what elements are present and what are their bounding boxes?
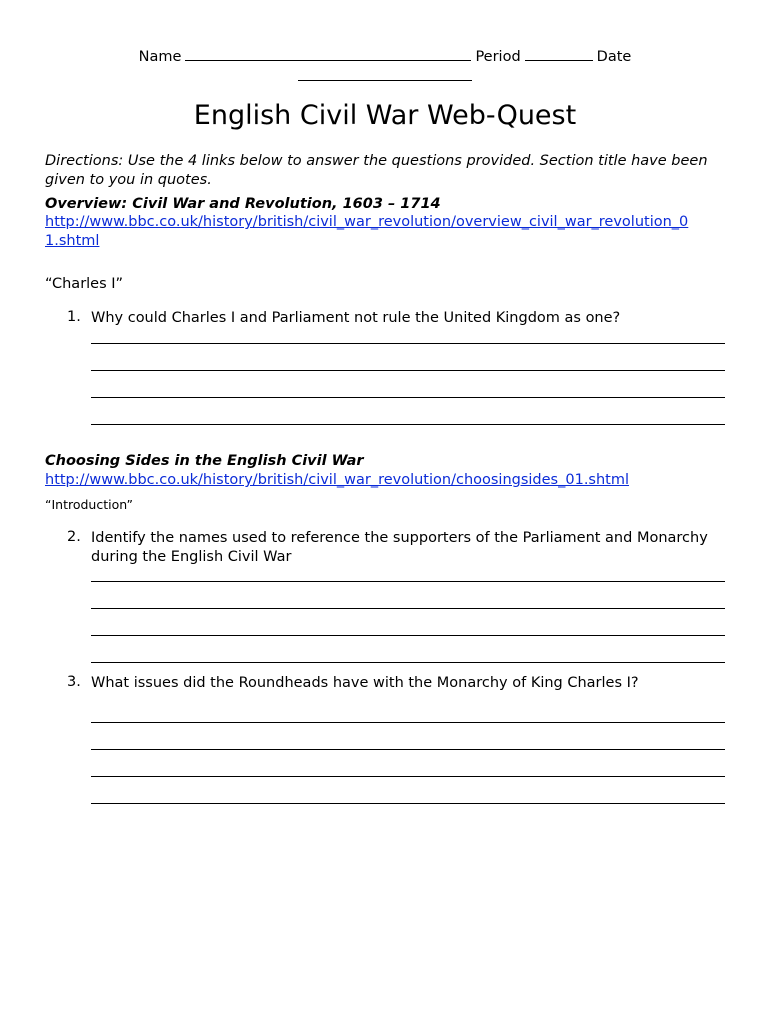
- date-blank[interactable]: [298, 80, 472, 81]
- section-2-link-line1[interactable]: http://www.bbc.co.uk/history/british/civil_war_revolution/choosingsides_01.shtml: [45, 472, 630, 488]
- section-2-link[interactable]: [45, 471, 629, 490]
- answer-line[interactable]: [91, 776, 725, 777]
- name-blank[interactable]: [185, 46, 471, 61]
- section-1-subtitle: “Charles I”: [45, 276, 124, 292]
- answer-line[interactable]: [91, 424, 725, 425]
- section-1-title: Overview: Civil War and Revolution, 1603 – 1714: [45, 196, 441, 212]
- answer-line[interactable]: [91, 370, 725, 371]
- name-label: Name: [138, 49, 182, 65]
- question-2-text: Identify the names used to reference the supporters of the Parliament and Monarchy during the English Civil War: [91, 530, 708, 565]
- answer-line[interactable]: [91, 581, 725, 582]
- section-1-link-line2[interactable]: 1.shtml: [45, 233, 100, 249]
- period-blank[interactable]: [525, 46, 593, 61]
- question-1-text: Why could Charles I and Parliament not rule the United Kingdom as one?: [91, 310, 621, 326]
- section-2-subtitle: “Introduction”: [45, 497, 133, 512]
- answer-line[interactable]: [91, 397, 725, 398]
- question-3-number: 3.: [67, 674, 81, 690]
- section-1-link[interactable]: [45, 213, 688, 251]
- answer-line[interactable]: [91, 343, 725, 344]
- question-3-text: What issues did the Roundheads have with the Monarchy of King Charles I?: [91, 675, 639, 691]
- question-1-number: 1.: [67, 309, 81, 325]
- answer-line[interactable]: [91, 608, 725, 609]
- answer-line[interactable]: [91, 749, 725, 750]
- student-info-line: [0, 46, 770, 65]
- answer-line[interactable]: [91, 722, 725, 723]
- section-1-link-line1[interactable]: http://www.bbc.co.uk/history/british/civil_war_revolution/overview_civil_war_revolution_0: [45, 214, 689, 230]
- period-label: Period: [475, 49, 521, 65]
- directions-text: Directions: Use the 4 links below to answer the questions provided. Section title have been given to you in quotes.: [45, 153, 708, 188]
- section-2-title: Choosing Sides in the English Civil War: [45, 453, 364, 469]
- answer-line[interactable]: [91, 803, 725, 804]
- answer-line[interactable]: [91, 662, 725, 663]
- date-label: Date: [596, 49, 632, 65]
- answer-line[interactable]: [91, 635, 725, 636]
- page-title: English Civil War Web-Quest: [193, 100, 577, 131]
- question-2-number: 2.: [67, 529, 81, 545]
